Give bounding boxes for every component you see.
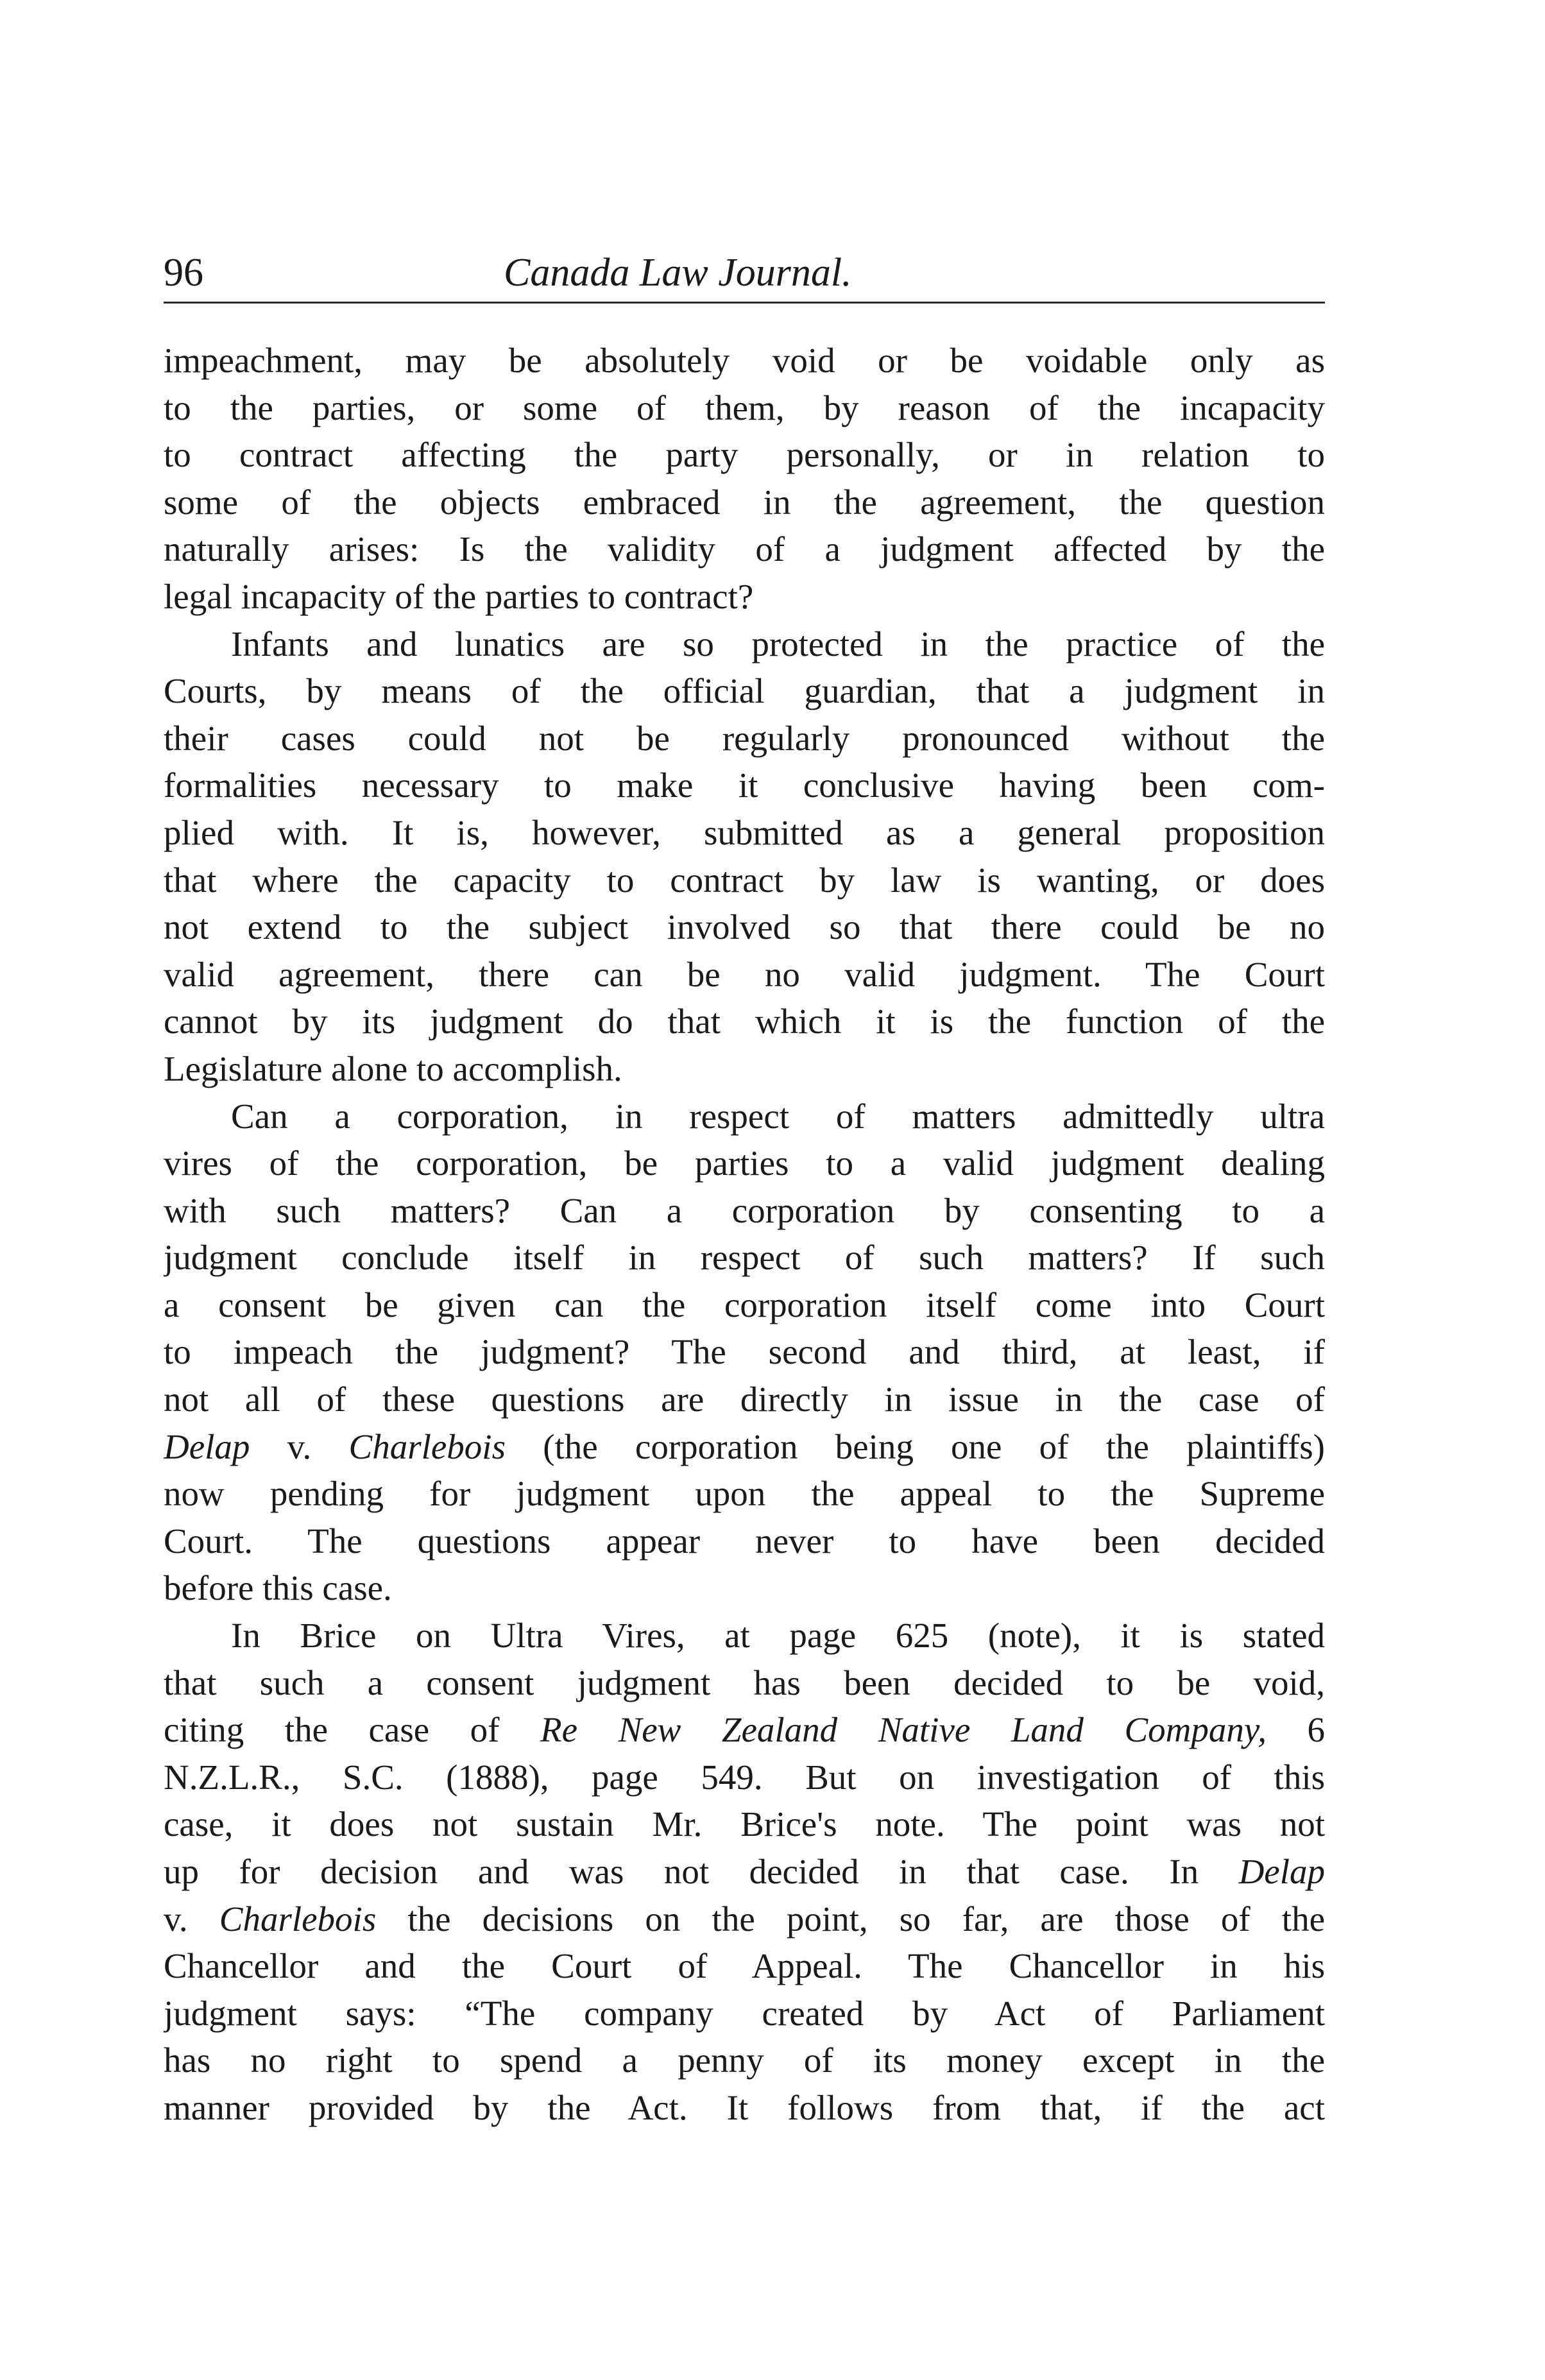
- text-run: up for decision and was not decided in that case. In: [164, 1852, 1239, 1891]
- text-line: a consent be given can the corporation itself come into Court: [164, 1285, 1325, 1324]
- text-line: N.Z.L.R., S.C. (1888), page 549. But on investigation of this: [164, 1757, 1325, 1797]
- case-name-italic: Delap: [1238, 1852, 1325, 1891]
- text-line: impeachment, may be absolutely void or be voidable only as: [164, 341, 1325, 380]
- text-run: v.: [164, 1899, 219, 1939]
- text-line: naturally arises: Is the validity of a judgment affected by the: [164, 529, 1325, 569]
- text-line: [164, 1848, 1325, 1896]
- page-number: 96: [164, 251, 203, 295]
- text-line: valid agreement, there can be no valid judgment. The Court: [164, 954, 1325, 994]
- text-line: their cases could not be regularly pronounced without the: [164, 718, 1325, 758]
- text-line: Chancellor and the Court of Appeal. The Chancellor in his: [164, 1946, 1325, 1986]
- text-line: not all of these questions are directly in issue in the case of: [164, 1380, 1325, 1419]
- journal-title: Canada Law Journal.: [504, 251, 852, 295]
- text-line: not extend to the subject involved so that there could be no: [164, 907, 1325, 947]
- text-line: Legislature alone to accomplish.: [164, 1049, 622, 1088]
- text-line: now pending for judgment upon the appeal to the Supreme: [164, 1474, 1325, 1514]
- text-line: manner provided by the Act. It follows from that, if the act: [164, 2087, 1325, 2127]
- text-line: [164, 1423, 1325, 1471]
- case-name-italic: Charlebois: [219, 1899, 377, 1939]
- text-line: plied with. It is, however, submitted as a general proposition: [164, 812, 1325, 852]
- text-run: 6: [1266, 1710, 1325, 1750]
- text-line: has no right to spend a penny of its money except in the: [164, 2041, 1325, 2080]
- text-line: judgment says: “The company created by Act of Parliament: [164, 1993, 1325, 2033]
- text-line: In Brice on Ultra Vires, at page 625 (note), it is stated: [231, 1616, 1325, 1656]
- text-line: some of the objects embraced in the agreement, the question: [164, 482, 1325, 522]
- text-line: to the parties, or some of them, by reason of the incapacity: [164, 388, 1325, 427]
- text-line: that such a consent judgment has been decided to be void,: [164, 1663, 1325, 1702]
- text-line: to contract affecting the party personally, or in relation to: [164, 435, 1325, 475]
- case-name-italic: Delap: [164, 1426, 250, 1466]
- body-text: [164, 337, 1325, 2132]
- text-line: Courts, by means of the official guardian, that a judgment in: [164, 671, 1325, 711]
- text-line: that where the capacity to contract by law is wanting, or does: [164, 860, 1325, 900]
- text-line: [164, 1896, 1325, 1943]
- text-line: [164, 1706, 1325, 1754]
- text-line: with such matters? Can a corporation by consenting to a: [164, 1190, 1325, 1230]
- text-line: legal incapacity of the parties to contract?: [164, 576, 754, 616]
- text-line: to impeach the judgment? The second and third, at least, if: [164, 1332, 1325, 1372]
- text-line: case, it does not sustain Mr. Brice's note. The point was not: [164, 1804, 1325, 1844]
- text-line: judgment conclude itself in respect of such matters? If such: [164, 1238, 1325, 1278]
- text-run: (the corporation being one of the plaintiffs): [506, 1426, 1325, 1466]
- text-line: formalities necessary to make it conclusive having been com-: [164, 766, 1325, 805]
- text-run: citing the case of: [164, 1710, 541, 1750]
- case-name-italic: Re New Zealand Native Land Company,: [540, 1710, 1267, 1750]
- text-line: vires of the corporation, be parties to a valid judgment dealing: [164, 1143, 1325, 1183]
- text-line: cannot by its judgment do that which it is the function of the: [164, 1002, 1325, 1041]
- text-line: Court. The questions appear never to have been decided: [164, 1521, 1325, 1561]
- text-line: Infants and lunatics are so protected in the practice of the: [231, 624, 1325, 663]
- text-run: v.: [250, 1426, 349, 1466]
- case-name-italic: Charlebois: [348, 1426, 506, 1466]
- running-head: [164, 244, 1325, 304]
- text-line: before this case.: [164, 1568, 392, 1608]
- text-line: Can a corporation, in respect of matters admittedly ultra: [231, 1096, 1325, 1136]
- text-run: the decisions on the point, so far, are those of the: [376, 1899, 1325, 1939]
